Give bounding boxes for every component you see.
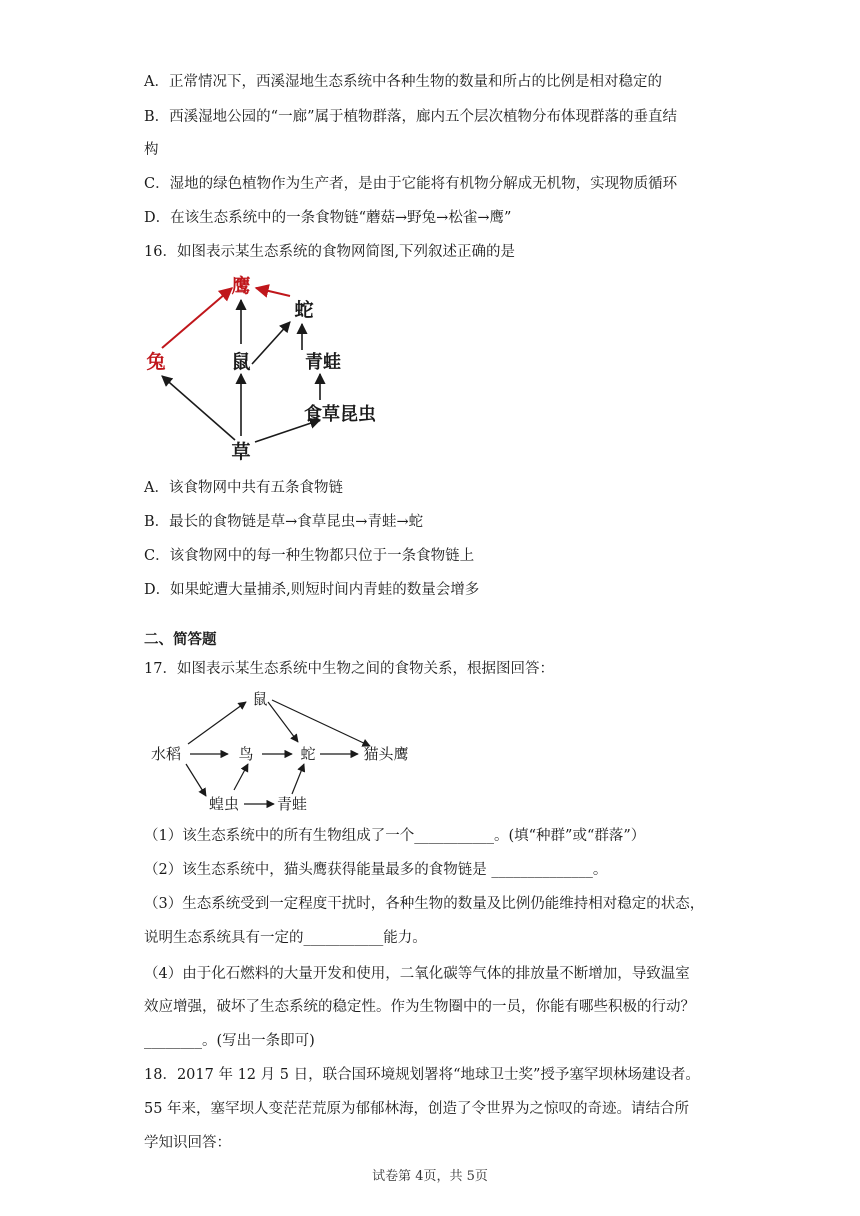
node-grass: 草 (231, 441, 251, 463)
q16-option-b: B．最长的食物链是草→食草昆虫→青蛙→蛇 (144, 514, 424, 530)
arrow-locust-to-bird (234, 764, 248, 790)
arrow-mouse-to-snake (252, 322, 290, 364)
arrow-frog-to-snake (292, 764, 304, 794)
q17-sub3: （3）生态系统受到一定程度干扰时，各种生物的数量及比例仍能维持相对稳定的状态， (144, 896, 705, 912)
q17-sub2: （2）该生态系统中，猫头鹰获得能量最多的食物链是 ______________。 (144, 862, 608, 878)
q15-option-d: D．在该生态系统中的一条食物链“蘑菇→野兔→松雀→鹰” (144, 210, 512, 226)
q17-sub3-cont: 说明生态系统具有一定的___________能力。 (144, 930, 427, 946)
q15-option-a: A．正常情况下，西溪湿地生态系统中各种生物的数量和所占的比例是相对稳定的 (144, 74, 662, 90)
arrow-rice-to-locust (186, 764, 206, 796)
node-bird: 鸟 (238, 745, 254, 763)
q17-sub4: （4）由于化石燃料的大量开发和使用，二氧化碳等气体的排放量不断增加，导致温室 (144, 966, 690, 982)
q15-option-b: B．西溪湿地公园的“一廊”属于植物群落，廊内五个层次植物分布体现群落的垂直结 (144, 109, 677, 125)
node-frog: 青蛙 (305, 352, 341, 373)
q15-option-b-cont: 构 (144, 142, 159, 158)
node-rabbit: 兔 (146, 351, 166, 373)
q16-food-web-diagram (140, 268, 400, 468)
node-mouse: 鼠 (231, 351, 251, 373)
q17-stem: 17．如图表示某生态系统中生物之间的食物关系，根据图回答： (144, 661, 554, 677)
q18-line2: 55 年来，塞罕坝人变茫茫荒原为郁郁林海，创造了令世界为之惊叹的奇迹。请结合所 (144, 1101, 690, 1117)
node-herbivorous-insect: 食草昆虫 (304, 404, 376, 425)
q16-stem: 16．如图表示某生态系统的食物网简图,下列叙述正确的是 (144, 244, 516, 260)
arrow-mouse-to-snake (268, 702, 298, 742)
q18-line1: 18．2017 年 12 月 5 日，联合国环境规划署将“地球卫士奖”授予塞罕坝林场建设者。 (144, 1067, 700, 1083)
node-mouse: 鼠 (252, 690, 268, 708)
q16-option-d: D．如果蛇遭大量捕杀,则短时间内青蛙的数量会增多 (144, 582, 480, 598)
node-frog: 青蛙 (276, 795, 308, 813)
arrow-snake-to-eagle (256, 288, 290, 296)
q17-food-web-diagram (140, 688, 430, 818)
page-footer: 试卷第 4页，共 5页 (372, 1169, 488, 1184)
q17-sub1: （1）该生态系统中的所有生物组成了一个___________。(填“种群”或“群落”） (144, 828, 646, 844)
q15-option-c: C．湿地的绿色植物作为生产者，是由于它能将有机物分解成无机物，实现物质循环 (144, 176, 678, 192)
node-snake: 蛇 (300, 745, 316, 763)
q16-option-c: C．该食物网中的每一种生物都只位于一条食物链上 (144, 548, 475, 564)
q17-sub4-cont: 效应增强，破坏了生态系统的稳定性。作为生物圈中的一员，你能有哪些积极的行动？ (144, 999, 695, 1015)
node-rice: 水稻 (150, 745, 182, 763)
q16-option-a: A．该食物网中共有五条食物链 (144, 480, 343, 496)
node-eagle: 鹰 (231, 275, 251, 297)
q18-line3: 学知识回答： (144, 1135, 231, 1151)
node-snake: 蛇 (294, 299, 314, 321)
section-title: 二、简答题 (144, 631, 217, 648)
q17-sub4-answer: ________。(写出一条即可) (144, 1033, 315, 1049)
arrow-grass-to-rabbit (162, 376, 235, 440)
arrow-rice-to-mouse (188, 702, 246, 744)
arrow-rabbit-to-eagle (162, 288, 232, 348)
node-locust: 蝗虫 (208, 795, 240, 813)
arrow-mouse-to-owl (272, 700, 370, 746)
node-owl: 猫头鹰 (363, 745, 409, 763)
